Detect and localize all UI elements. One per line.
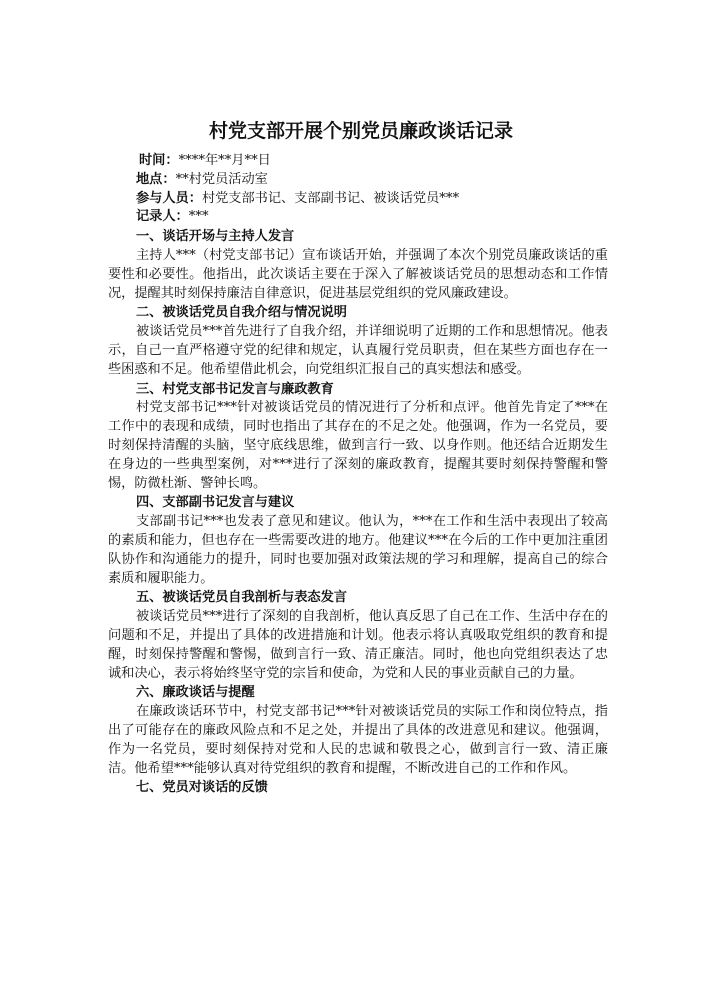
document-page	[108, 118, 608, 798]
meta-time	[108, 152, 608, 171]
meta-location-value: **村党员活动室	[175, 171, 268, 187]
section-body-1: 主持人***（村党支部书记）宣布谈话开始，并强调了本次个别党员廉政谈话的重要性和必要性。他指出，此次谈话主要在于深入了解被谈话党员的思想动态和工作情况，提醒其时刻保持廉洁自律意识，促进基层党组织的党风廉政建设。	[108, 247, 608, 301]
meta-recorder-value: ***	[188, 209, 209, 225]
meta-participants-value: 村党支部书记、支部副书记、被谈话党员***	[201, 190, 460, 206]
section-body-3: 村党支部书记***针对被谈话党员的情况进行了分析和点评。他首先肯定了***在工作中的表现和成绩，同时也指出了其存在的不足之处。他强调，作为一名党员，要时刻保持清醒的头脑，坚守底线思维，做到言行一致、以身作则。他还结合近期发生在身边的一些典型案例，对***进行了深刻的廉政教育，提醒其要时刻保持警醒和警惕，防微杜渐、警钟长鸣。	[108, 400, 608, 491]
meta-location	[108, 171, 608, 190]
section-body-6: 在廉政谈话环节中，村党支部书记***针对被谈话党员的实际工作和岗位特点，指出了可能存在的廉政风险点和不足之处，并提出了具体的改进意见和建议。他强调，作为一名党员，要时刻保持对党和人民的忠诚和敬畏之心，做到言行一致、清正廉洁。他希望***能够认真对待党组织的教育和提醒，不断改进自己的工作和作风。	[108, 704, 608, 776]
meta-recorder	[108, 208, 608, 227]
section-body-5: 被谈话党员***进行了深刻的自我剖析，他认真反思了自己在工作、生活中存在的问题和不足，并提出了具体的改进措施和计划。他表示将认真吸取党组织的教育和提醒，时刻保持警醒和警惕，做到言行一致、清正廉洁。同时，他也向党组织表达了忠诚和决心，表示将始终坚守党的宗旨和使命，为党和人民的事业贡献自己的力量。	[108, 609, 608, 681]
section-heading-1: 一、谈话开场与主持人发言	[136, 229, 295, 245]
section-body-2: 被谈话党员***首先进行了自我介绍，并详细说明了近期的工作和思想情况。他表示，自己一直严格遵守党的纪律和规定，认真履行党员职责，但在某些方面也存在一些困惑和不足。他希望借此机会，向党组织汇报自己的真实想法和感受。	[108, 324, 608, 377]
section-heading-5: 五、被谈话党员自我剖析与表态发言	[136, 590, 347, 606]
meta-recorder-label: 记录人：	[136, 209, 189, 225]
section-heading-6: 六、廉政谈话与提醒	[136, 685, 255, 701]
meta-time-value: ****年**月**日	[178, 153, 271, 168]
section-heading-7: 七、党员对谈话的反馈	[136, 780, 268, 796]
document-title: 村党支部开展个别党员廉政谈话记录	[208, 120, 513, 142]
section-body-4: 支部副书记***也发表了意见和建议。他认为，***在工作和生活中表现出了较高的素质和能力，但也存在一些需要改进的地方。他建议***在今后的工作中更加注重团队协作和沟通能力的提升，同时也要加强对政策法规的学习和理解，提高自己的综合素质和履职能力。	[108, 514, 608, 586]
meta-participants	[108, 190, 608, 209]
section-heading-2: 二、被谈话党员自我介绍与情况说明	[136, 305, 347, 321]
meta-participants-label: 参与人员：	[136, 190, 202, 206]
section-heading-4: 四、支部副书记发言与建议	[136, 495, 295, 511]
meta-location-label: 地点：	[136, 171, 176, 187]
meta-time-label: 时间：	[139, 153, 179, 168]
section-heading-3: 三、村党支部书记发言与廉政教育	[136, 381, 334, 397]
